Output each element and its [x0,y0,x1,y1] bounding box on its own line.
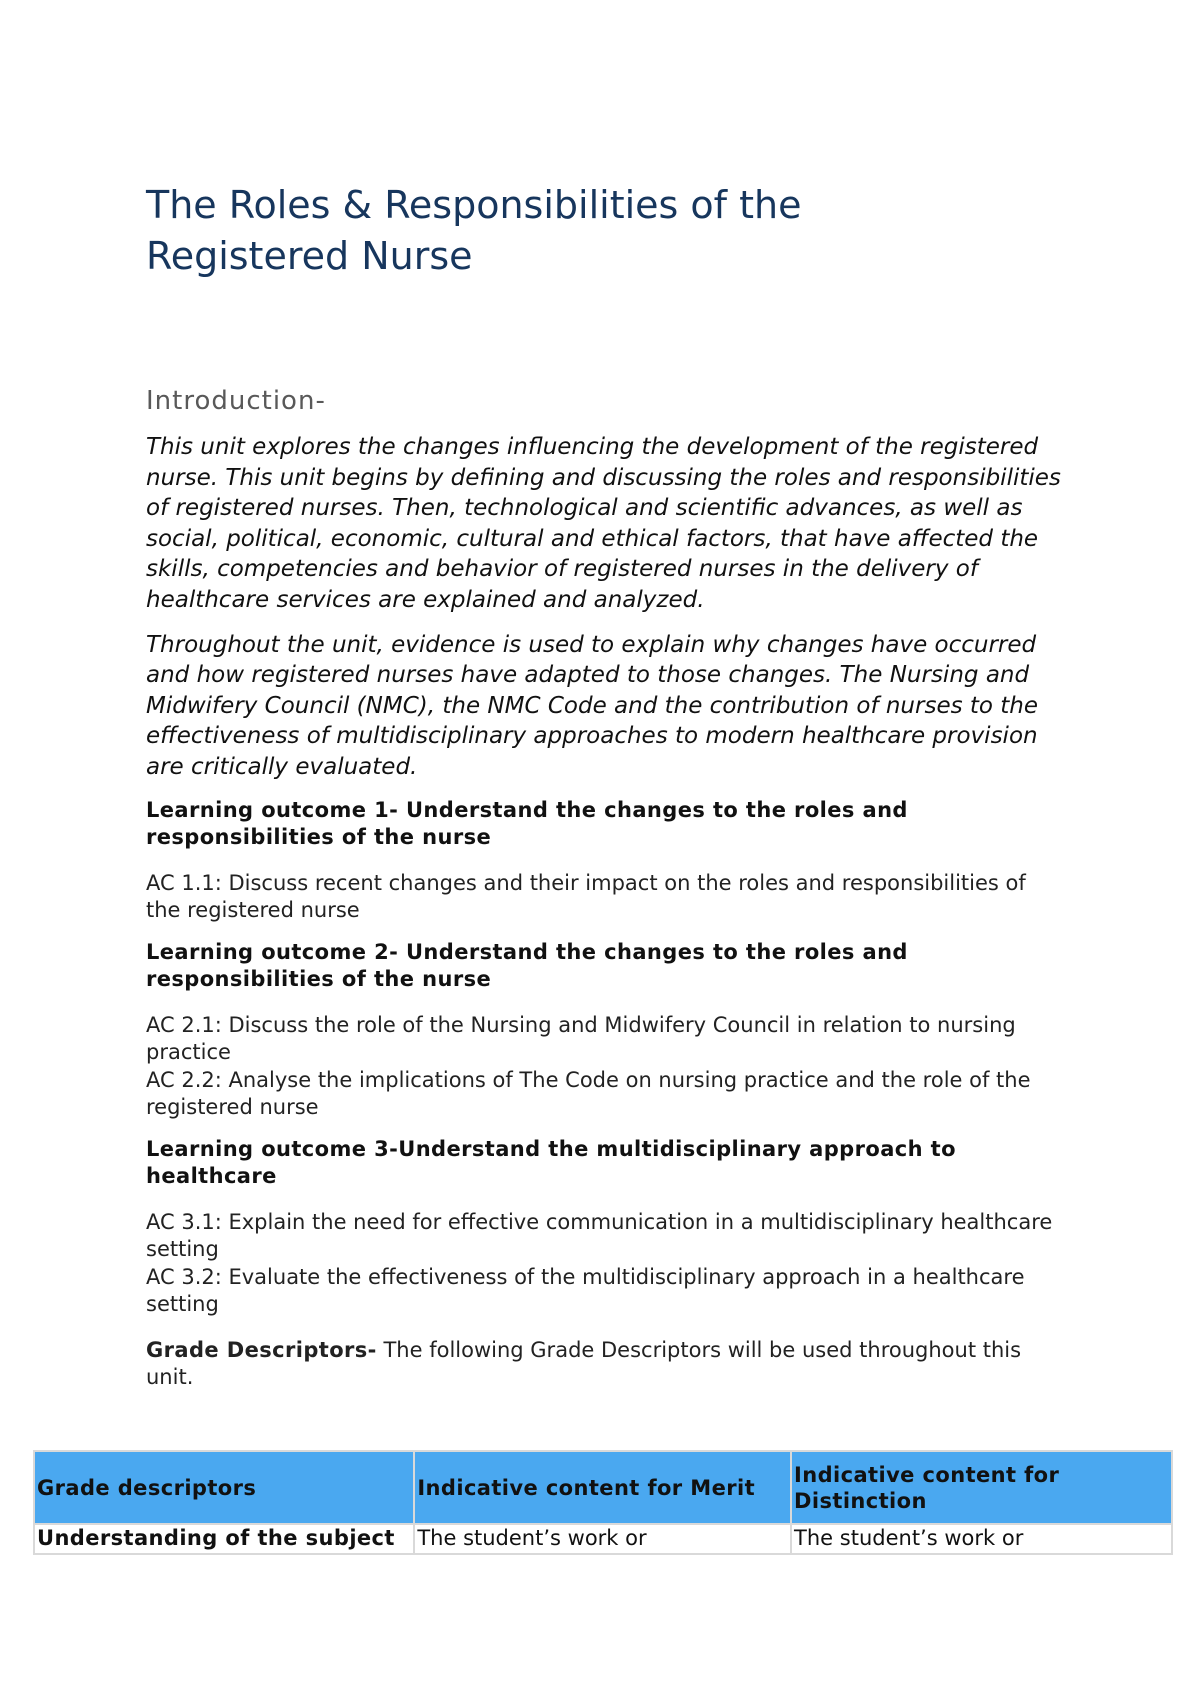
assessment-criterion: AC 2.2: Analyse the implications of The Code on nursing practice and the role of the registered nurse [146,1067,1031,1120]
intro-paragraph: Throughout the unit, evidence is used to explain why changes have occurred and how registered nurses have adapted to those changes. The Nursing and Midwifery Council (NMC), the NMC Code and the contribution of nurses to the effectiveness of multidisciplinary approaches to modern healthcare provision are critically evaluated. [146,631,1039,780]
intro-paragraph: This unit explores the changes influencing the development of the registered nurse. This unit begins by defining and discussing the roles and responsibilities of registered nurses. Then, technological and scientific advances, as well as social, political, economic, cultural and ethical factors, that have affected the skills, competencies and behavior of registered nurses in the delivery of healthcare services are explained and analyzed. [146,434,1061,613]
assessment-criterion: AC 1.1: Discuss recent changes and their impact on the roles and responsibilities of the registered nurse [146,870,1026,923]
table-header-cell: Indicative content for Distinction [791,1451,1172,1524]
assessment-criterion: AC 3.1: Explain the need for effective communication in a multidisciplinary healthcare setting [146,1209,1053,1262]
table-cell: The student’s work or [414,1524,791,1554]
table-row [34,1524,1172,1554]
table-cell: Understanding of the subject [34,1524,414,1554]
learning-outcome-2 [146,939,1066,1122]
learning-outcome-heading: Learning outcome 2- Understand the changes to the roles and responsibilities of the nurse [146,939,908,992]
table-header-cell: Indicative content for Merit [414,1451,791,1524]
table-cell: The student’s work or [791,1524,1172,1554]
grade-descriptors-text: The following Grade Descriptors will be used throughout this unit. [146,1337,1022,1390]
learning-outcome-heading: Learning outcome 3-Understand the multidisciplinary approach to healthcare [146,1136,956,1189]
learning-outcome-3 [146,1136,1066,1319]
table-header-cell: Grade descriptors [34,1451,414,1524]
grade-descriptors-paragraph [146,1337,1066,1392]
assessment-criteria [146,1209,1066,1319]
introduction-heading: Introduction- [146,386,326,416]
assessment-criterion: AC 2.1: Discuss the role of the Nursing and Midwifery Council in relation to nursing practice [146,1012,1016,1065]
assessment-criterion: AC 3.2: Evaluate the effectiveness of the multidisciplinary approach in a healthcare setting [146,1264,1025,1317]
grade-descriptors-table [33,1450,1173,1555]
table-header-row [34,1451,1172,1524]
assessment-criteria [146,1012,1066,1122]
assessment-criteria [146,870,1066,925]
grade-descriptors-label: Grade Descriptors- [146,1337,377,1362]
learning-outcome-heading: Learning outcome 1- Understand the changes to the roles and responsibilities of the nurse [146,797,908,850]
document-title: The Roles & Responsibilities of the Registered Nurse [146,183,802,278]
document-body [146,180,1066,1392]
learning-outcome-1 [146,797,1066,925]
